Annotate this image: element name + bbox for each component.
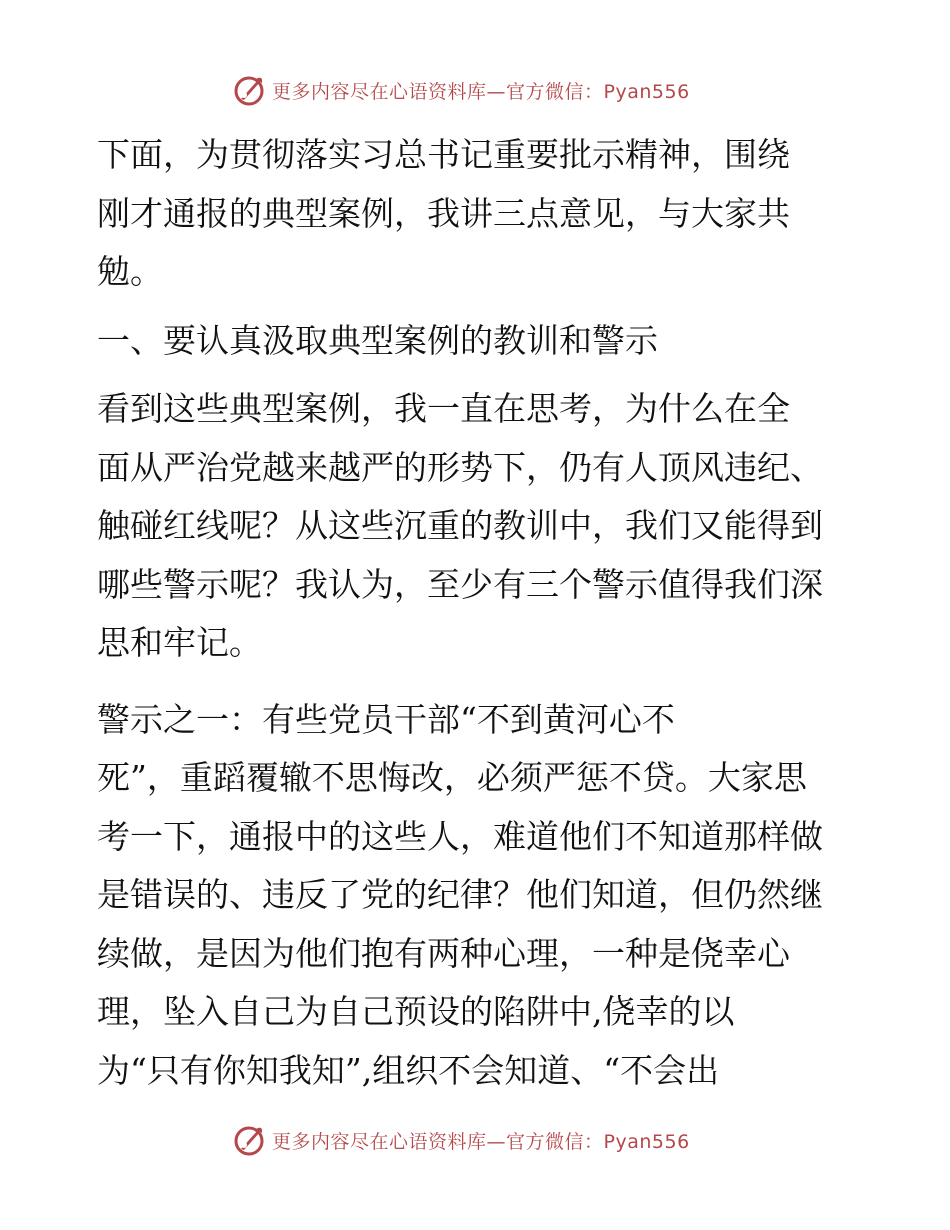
text-line: 哪些警示呢？我认为，至少有三个警示值得我们深 (97, 564, 823, 604)
text-line: 下面，为贯彻落实习总书记重要批示精神，围绕 (97, 135, 790, 174)
footer-watermark-text: 更多内容尽在心语资料库—官方微信：Pyan556 (272, 1130, 690, 1153)
text-line: 考一下，通报中的这些人，难道他们不知道那样做 (97, 816, 823, 856)
header-watermark (232, 72, 690, 108)
intro-paragraph (97, 126, 857, 302)
text-line: 警示之一：有些党员干部“不到黄河心不 (97, 699, 675, 739)
text-line: 触碰红线呢？从这些沉重的教训中，我们又能得到 (97, 506, 823, 545)
text-line: 为“只有你知我知”,组织不会知道、“不会出 (97, 1050, 720, 1090)
text-line: 理，坠入自己为自己预设的陷阱中,侥幸的以 (97, 992, 735, 1031)
document-body (97, 126, 857, 1100)
paragraph-3 (97, 691, 857, 1101)
text-line: 看到这些典型案例，我一直在思考，为什么在全 (97, 389, 790, 428)
text-line: 是错误的、违反了党的纪律？他们知道，但仍然继 (97, 875, 823, 914)
quill-logo-icon (232, 73, 266, 107)
text-line: 刚才通报的典型案例，我讲三点意见，与大家共 (97, 193, 790, 233)
quill-logo-icon (232, 1123, 266, 1157)
heading-text: 一、要认真汲取典型案例的教训和警示 (97, 320, 658, 360)
section-heading (97, 312, 857, 371)
text-line: 思和牢记。 (97, 623, 262, 662)
text-line: 勉。 (97, 252, 163, 291)
text-line: 续做，是因为他们抱有两种心理，一种是侥幸心 (97, 933, 790, 973)
header-watermark-text: 更多内容尽在心语资料库—官方微信：Pyan556 (272, 80, 690, 103)
footer-watermark (232, 1122, 690, 1158)
text-line: 死”，重蹈覆辙不思悔改，必须严惩不贷。大家思 (97, 758, 807, 797)
paragraph-2 (97, 380, 857, 673)
text-line: 面从严治党越来越严的形势下，仍有人顶风违纪、 (97, 447, 823, 487)
